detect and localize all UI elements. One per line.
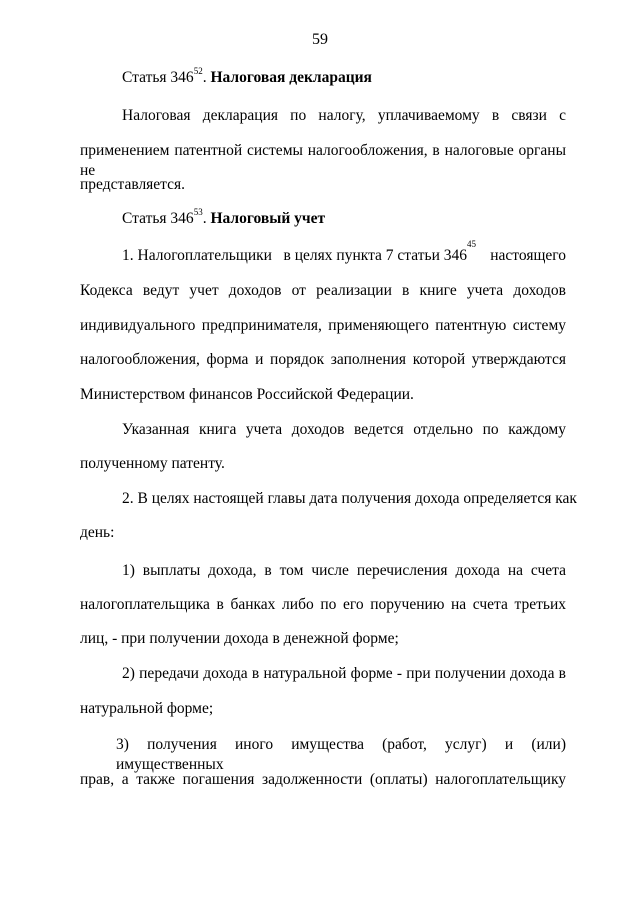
text-line [122,239,566,266]
page-number: 59 [312,31,328,48]
text-line: лиц, - при получении дохода в денежной форме; [80,630,399,647]
text-line: Налоговая декларация по налогу, уплачиваемому в связи с [122,107,566,124]
text-line: день: [80,524,115,541]
text-line: прав, а также погашения задолженности (оплаты) налогоплательщику [80,771,566,788]
article-52-period: . [202,69,207,86]
text-line: 2) передачи дохода в натуральной форме - при получении дохода в [122,665,566,682]
text-line: 2. В целях настоящей главы дата получения дохода определяется как [122,490,577,507]
article-52-prefix: Статья 346 [122,69,194,86]
text-line: применением патентной системы налогообложения, в налоговые органы не [80,142,566,179]
article-53-prefix: Статья 346 [122,210,194,227]
text-line: 3) получения иного имущества (работ, услуг) и (или) имущественных [116,736,566,773]
text-line: Указанная книга учета доходов ведется отдельно по каждому [122,421,566,438]
article-52-sup: 52 [193,65,203,76]
text-line: полученному патенту. [80,455,225,472]
article-53-period: . [202,210,207,227]
text-line: индивидуального предпринимателя, применяющего патентную систему [80,317,566,334]
text-line: 1) выплаты дохода, в том числе перечисления дохода на счета [122,562,566,579]
text-line: налогообложения, форма и порядок заполнения которой утверждаются [80,351,566,368]
article-53-heading [122,206,326,229]
text-line: натуральной форме; [80,700,214,717]
text-line: Кодекса ведут учет доходов от реализации в книге учета доходов [80,282,566,299]
article-52-heading [122,65,372,88]
p1-first-b: настоящего [486,247,566,264]
article-53-title: Налоговый учет [210,210,326,227]
text-line: налогоплательщика в банках либо по его поручению на счета третьих [80,596,566,613]
article-53-sup: 53 [193,206,203,217]
text-line: представляется. [80,176,186,193]
text-line: Министерством финансов Российской Федерации. [80,386,414,403]
article-52-title: Налоговая декларация [210,69,372,86]
p1-first-sup: 45 [467,239,477,249]
p1-first-a: 1. Налогоплательщики в целях пункта 7 статьи 346 [122,247,468,264]
